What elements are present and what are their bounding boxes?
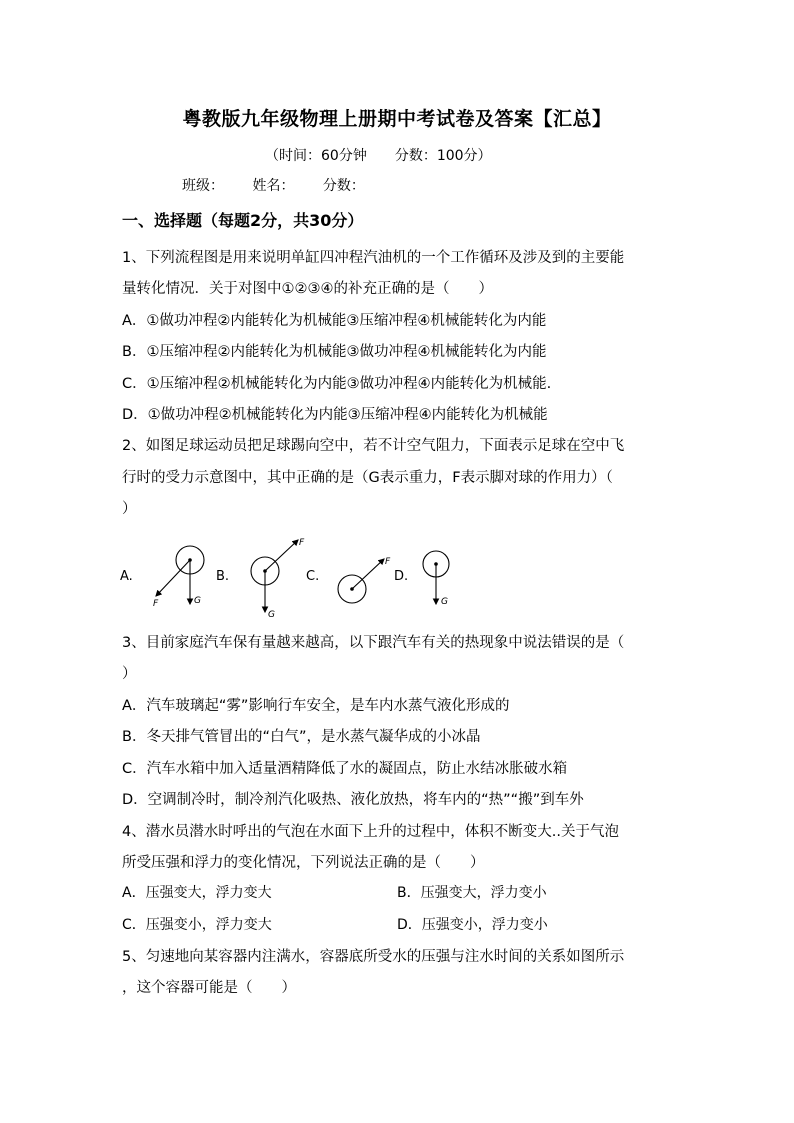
q5-stem-line-2: ，这个容器可能是（ ） [122,980,296,996]
force-diagram-a [153,546,204,609]
label-f-c: F [385,557,391,567]
label-g-d: G [441,597,448,607]
label-f-a: F [153,599,159,609]
q1-option-c: C．①压缩冲程②机械能转化为内能③做功冲程④内能转化为机械能. [122,376,552,392]
q4-stem-line-2: 所受压强和浮力的变化情况，下列说法正确的是（ ） [122,855,485,871]
figure-label-d: D. [394,569,409,584]
force-diagram-c [338,557,391,603]
q2-stem-line-3: ） [122,501,137,517]
force-diagram-b [251,538,305,620]
q1-option-d: D．①做功冲程②机械能转化为内能③压缩冲程④内能转化为机械能 [122,407,548,423]
label-g-b: G [268,610,275,620]
q3-option-c: C．汽车水箱中加入适量酒精降低了水的凝固点，防止水结冰胀破水箱 [122,761,568,777]
section-heading: 一、选择题（每题2分，共30分） [122,211,364,230]
q3-option-b: B．冬天排气管冒出的“白气”，是水蒸气凝华成的小冰晶 [122,729,481,745]
figure-label-c: C. [306,569,320,584]
q4-stem-line-1: 4、潜水员潜水时呼出的气泡在水面下上升的过程中，体积不断变大..关于气泡 [122,824,619,840]
class-label: 班级： [182,178,224,194]
q5-stem-line-1: 5、匀速地向某容器内注满水，容器底所受水的压强与注水时间的关系如图所示 [122,949,625,965]
force-diagram-d [423,551,449,607]
q1-option-b: B．①压缩冲程②内能转化为机械能③做功冲程④机械能转化为内能 [122,344,547,360]
q4-option-a: A．压强变大，浮力变大 [122,885,272,901]
q1-option-a: A．①做功冲程②内能转化为机械能③压缩冲程④机械能转化为内能 [122,313,547,329]
q4-option-d: D．压强变小，浮力变小 [397,917,548,933]
q4-option-c: C．压强变小，浮力变大 [122,917,272,933]
force-arrow-f-c [352,559,384,589]
q1-stem-line-1: 1、下列流程图是用来说明单缸四冲程汽油机的一个工作循环及涉及到的主要能 [122,250,625,266]
score-info: 分数：100分） [394,148,492,164]
figure-label-b: B. [216,569,230,584]
score-label: 分数： [322,178,365,194]
force-arrow-f-b [265,540,298,571]
page-title: 粤教版九年级物理上册期中考试卷及答案【汇总】 [182,108,612,130]
q4-option-b: B．压强变大，浮力变小 [397,885,547,901]
q2-stem-line-1: 2、如图足球运动员把足球踢向空中，若不计空气阻力，下面表示足球在空中飞 [122,438,625,454]
figure-label-a: A. [120,569,133,584]
student-info [182,175,389,195]
q1-stem-line-2: 量转化情况．关于对图中①②③④的补充正确的是（ ） [122,281,493,297]
q3-stem-line-2: ） [122,666,137,682]
q3-stem-line-1: 3、目前家庭汽车保有量越来越高，以下跟汽车有关的热现象中说法错误的是（ [122,635,625,651]
label-f-b: F [299,538,305,548]
force-arrow-f-a [156,560,190,596]
time-info: （时间：60分钟 [265,148,367,164]
name-label: 姓名： [252,178,295,194]
q3-option-a: A．汽车玻璃起“雾”影响行车安全，是车内水蒸气液化形成的 [122,698,510,714]
q2-stem-line-2: 行时的受力示意图中，其中正确的是（G表示重力，F表示脚对球的作用力）（ [122,470,613,486]
q2-force-diagrams [118,536,478,620]
label-g-a: G [194,596,201,606]
exam-info [265,145,492,165]
q3-option-d: D．空调制冷时，制冷剂汽化吸热、液化放热，将车内的“热”“搬”到车外 [122,792,584,808]
